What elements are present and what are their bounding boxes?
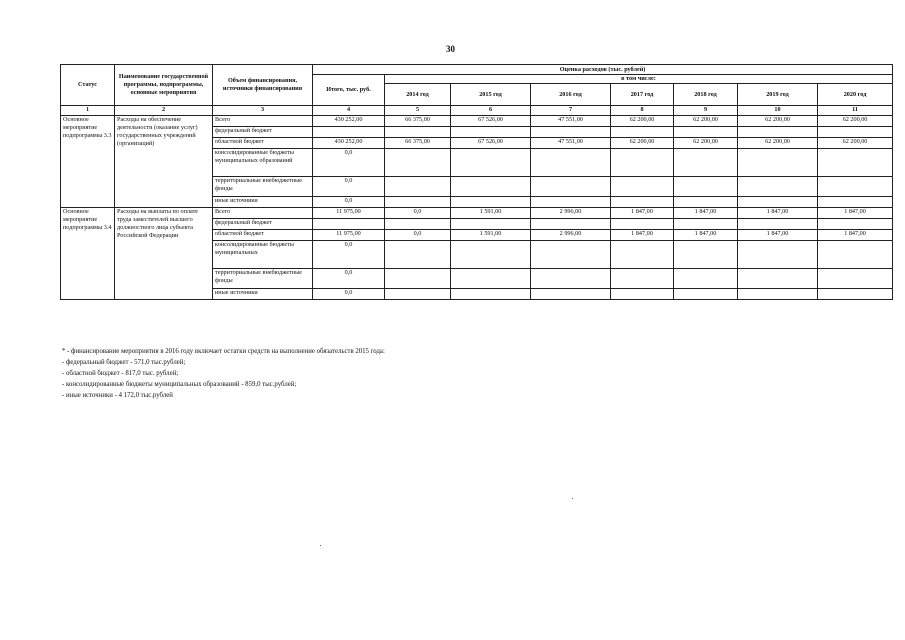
page-number: 30 [446,44,455,54]
total-cell: 0,0 [313,269,385,289]
year-value-cell [818,289,893,300]
year-value-cell [451,219,531,230]
year-value-cell [385,269,451,289]
year-value-cell [531,269,611,289]
year-value-cell: 62 200,00 [738,138,818,149]
year-value-cell [738,149,818,177]
scan-speck [320,545,321,546]
year-value-cell [611,197,674,208]
scan-speck [572,498,573,499]
total-cell: 430 252,00 [313,116,385,127]
funding-source-cell: областной бюджет [213,138,313,149]
total-cell [313,127,385,138]
year-value-cell: 62 200,00 [818,116,893,127]
column-number: 10 [738,106,818,116]
year-value-cell [818,127,893,138]
total-cell: 0,0 [313,289,385,300]
funding-source-cell: иные источники [213,197,313,208]
header-status: Статус [61,65,115,106]
total-cell: 0,0 [313,177,385,197]
year-value-cell [738,289,818,300]
year-value-cell [738,127,818,138]
total-cell: 0,0 [313,149,385,177]
year-value-cell [531,241,611,269]
year-value-cell [451,149,531,177]
year-value-cell [451,177,531,197]
year-value-cell: 0,0 [385,208,451,219]
footnote-line: - областной бюджет - 817,0 тыс. рублей; [62,370,179,377]
year-value-cell [385,149,451,177]
year-value-cell: 1 847,00 [611,208,674,219]
funding-source-cell: территориальные внебюджетные фонды [213,269,313,289]
column-number: 4 [313,106,385,116]
year-value-cell [531,177,611,197]
column-number-row [61,106,893,116]
year-value-cell [611,241,674,269]
year-value-cell [451,127,531,138]
funding-source-cell: областной бюджет [213,230,313,241]
year-value-cell [531,197,611,208]
funding-source-cell: территориальные внебюджетные фонды [213,177,313,197]
activity-name-cell: Расходы на выплаты по оплате труда заместителей высшего должностного лица субъекта Российской Федерации [115,208,213,300]
year-value-cell: 62 200,00 [738,116,818,127]
year-value-cell [531,289,611,300]
year-value-cell [818,269,893,289]
year-value-cell: 47 551,00 [531,116,611,127]
table-row [61,116,893,127]
funding-source-cell: консолидированные бюджеты муниципальных [213,241,313,269]
year-value-cell [611,269,674,289]
year-value-cell [451,269,531,289]
year-value-cell: 2 996,00 [531,208,611,219]
header-year: 2014 год [385,84,451,106]
funding-source-cell: Всего [213,116,313,127]
year-value-cell [674,241,738,269]
header-total: Итого, тыс. руб. [313,75,385,106]
header-year: 2016 год [531,84,611,106]
header-estimate: Оценка расходов (тыс. рублей) [313,65,893,75]
year-value-cell [451,289,531,300]
year-value-cell [674,197,738,208]
year-value-cell [385,241,451,269]
year-value-cell [738,219,818,230]
column-number: 1 [61,106,115,116]
year-value-cell [451,197,531,208]
year-value-cell [611,149,674,177]
year-value-cell: 1 591,00 [451,230,531,241]
year-value-cell [611,177,674,197]
column-number: 3 [213,106,313,116]
year-value-cell: 1 847,00 [738,230,818,241]
total-cell: 0,0 [313,197,385,208]
header-year: 2019 год [738,84,818,106]
year-value-cell: 66 375,00 [385,138,451,149]
year-value-cell [674,127,738,138]
activity-name-cell: Расходы на обеспечение деятельности (оказание услуг) государственных учреждений (организаций) [115,116,213,208]
funding-source-cell: федеральный бюджет [213,127,313,138]
year-value-cell [738,177,818,197]
year-value-cell [818,197,893,208]
footnote-line: - федеральный бюджет - 571,0 тыс.рублей; [62,359,186,366]
year-value-cell [385,127,451,138]
year-value-cell [611,219,674,230]
total-cell: 0,0 [313,241,385,269]
column-number: 8 [611,106,674,116]
column-number: 9 [674,106,738,116]
funding-source-cell: консолидированные бюджеты муниципальных образований [213,149,313,177]
table-row [61,208,893,219]
year-value-cell [674,149,738,177]
header-including: в том числе: [385,75,893,84]
year-value-cell [531,149,611,177]
header-funding: Объем финансирования, источники финансирования [213,65,313,106]
year-value-cell [738,197,818,208]
year-value-cell [531,219,611,230]
year-value-cell [385,177,451,197]
year-value-cell: 1 847,00 [674,208,738,219]
year-value-cell: 62 200,00 [818,138,893,149]
total-cell: 430 252,00 [313,138,385,149]
year-value-cell: 67 526,00 [451,138,531,149]
total-cell [313,219,385,230]
footnote-line: - иные источники - 4 172,0 тыс.рублей [62,392,173,399]
year-value-cell [818,149,893,177]
header-year: 2018 год [674,84,738,106]
year-value-cell: 62 200,00 [674,116,738,127]
footnotes [62,346,385,401]
total-cell: 11 975,00 [313,208,385,219]
year-value-cell: 62 200,00 [611,116,674,127]
year-value-cell: 66 375,00 [385,116,451,127]
year-value-cell [451,241,531,269]
year-value-cell: 1 847,00 [611,230,674,241]
year-value-cell: 0,0 [385,230,451,241]
column-number: 7 [531,106,611,116]
year-value-cell [818,219,893,230]
year-value-cell [385,289,451,300]
status-cell: Основное мероприятие подпрограммы 3.3 [61,116,115,208]
column-number: 6 [451,106,531,116]
year-value-cell: 47 551,00 [531,138,611,149]
year-value-cell [385,219,451,230]
funding-source-cell: иные источники [213,289,313,300]
column-number: 2 [115,106,213,116]
header-year: 2017 год [611,84,674,106]
header-year: 2020 год [818,84,893,106]
year-value-cell [611,289,674,300]
year-value-cell [818,177,893,197]
year-value-cell [385,197,451,208]
column-number: 5 [385,106,451,116]
year-value-cell [738,269,818,289]
year-value-cell: 67 526,00 [451,116,531,127]
total-cell: 11 975,00 [313,230,385,241]
year-value-cell: 62 200,00 [674,138,738,149]
header-year: 2015 год [451,84,531,106]
year-value-cell: 1 847,00 [674,230,738,241]
year-value-cell [674,269,738,289]
year-value-cell: 2 996,00 [531,230,611,241]
column-number: 11 [818,106,893,116]
footnote-line: - консолидированные бюджеты муниципальных образований - 859,0 тыс.рублей; [62,381,297,388]
year-value-cell [818,241,893,269]
year-value-cell [611,127,674,138]
year-value-cell [674,289,738,300]
year-value-cell [674,177,738,197]
year-value-cell [674,219,738,230]
year-value-cell: 1 591,00 [451,208,531,219]
header-name: Наименование государственной программы, подпрограммы, основные мероприятия [115,65,213,106]
year-value-cell [531,127,611,138]
footnote-line: * - финансирование мероприятия в 2016 году включает остатки средств на выполнение обязательств 2015 года: [62,348,385,355]
funding-source-cell: Всего [213,208,313,219]
year-value-cell [738,241,818,269]
funding-source-cell: федеральный бюджет [213,219,313,230]
year-value-cell: 1 847,00 [818,208,893,219]
year-value-cell: 62 200,00 [611,138,674,149]
year-value-cell: 1 847,00 [738,208,818,219]
status-cell: Основное мероприятие подпрограммы 3.4 [61,208,115,300]
year-value-cell: 1 847,00 [818,230,893,241]
budget-table [60,64,893,300]
